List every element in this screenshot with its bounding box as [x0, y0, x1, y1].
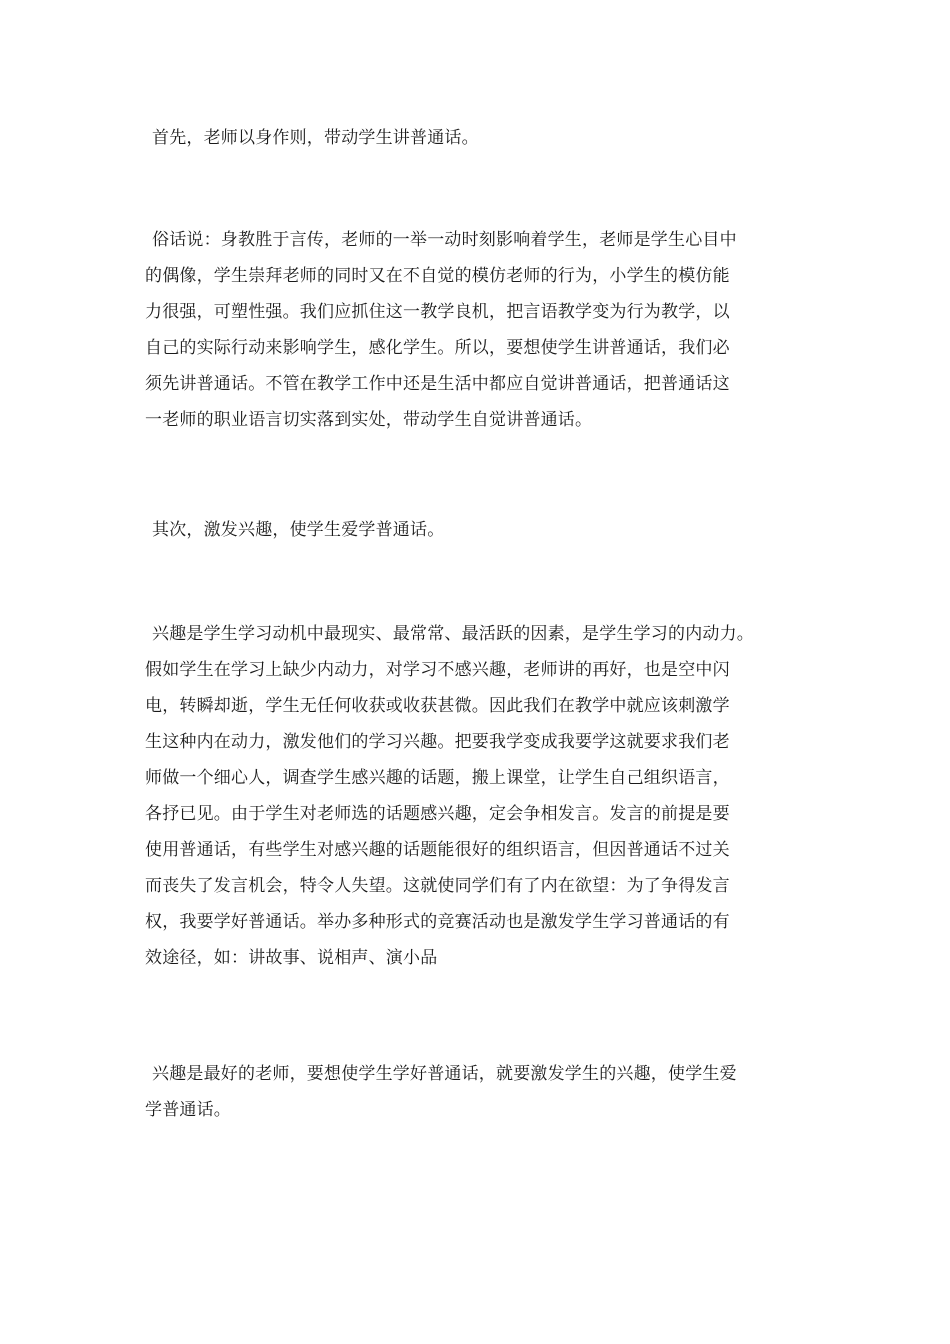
paragraph-line: 效途径，如：讲故事、说相声、演小品: [145, 948, 438, 968]
paragraph-line: 俗话说：身教胜于言传，老师的一举一动时刻影响着学生，老师是学生心目中: [152, 230, 737, 250]
paragraph-line: 师做一个细心人，调查学生感兴趣的话题，搬上课堂，让学生自己组织语言，: [145, 768, 730, 788]
paragraph-line: 使用普通话，有些学生对感兴趣的话题能很好的组织语言，但因普通话不过关: [145, 840, 730, 860]
paragraph-line: 假如学生在学习上缺少内动力，对学习不感兴趣，老师讲的再好，也是空中闪: [145, 660, 730, 680]
paragraph-line: 生这种内在动力，激发他们的学习兴趣。把要我学变成我要学这就要求我们老: [145, 732, 730, 752]
paragraph-line: 的偶像，学生崇拜老师的同时又在不自觉的模仿老师的行为，小学生的模仿能: [145, 266, 730, 286]
paragraph-line: 力很强，可塑性强。我们应抓住这一教学良机，把言语教学变为行为教学，以: [145, 302, 730, 322]
paragraph-line: 而丧失了发言机会，特令人失望。这就使同学们有了内在欲望：为了争得发言: [145, 876, 730, 896]
paragraph-line: 首先，老师以身作则，带动学生讲普通话。: [152, 128, 479, 148]
paragraph-line: 须先讲普通话。不管在教学工作中还是生活中都应自觉讲普通话，把普通话这: [145, 374, 730, 394]
paragraph-line: 兴趣是最好的老师，要想使学生学好普通话，就要激发学生的兴趣，使学生爱: [152, 1064, 737, 1084]
paragraph-line: 一老师的职业语言切实落到实处，带动学生自觉讲普通话。: [145, 410, 593, 430]
paragraph-line: 其次，激发兴趣，使学生爱学普通话。: [152, 520, 445, 540]
paragraph-line: 兴趣是学生学习动机中最现实、最常常、最活跃的因素，是学生学习的内动力。: [152, 624, 754, 644]
paragraph-line: 各抒已见。由于学生对老师选的话题感兴趣，定会争相发言。发言的前提是要: [145, 804, 730, 824]
paragraph-line: 学普通话。: [145, 1100, 231, 1120]
paragraph-line: 权，我要学好普通话。举办多种形式的竞赛活动也是激发学生学习普通话的有: [145, 912, 730, 932]
paragraph-line: 自己的实际行动来影响学生，感化学生。所以，要想使学生讲普通话，我们必: [145, 338, 730, 358]
paragraph-line: 电，转瞬却逝，学生无任何收获或收获甚微。因此我们在教学中就应该刺激学: [145, 696, 730, 716]
